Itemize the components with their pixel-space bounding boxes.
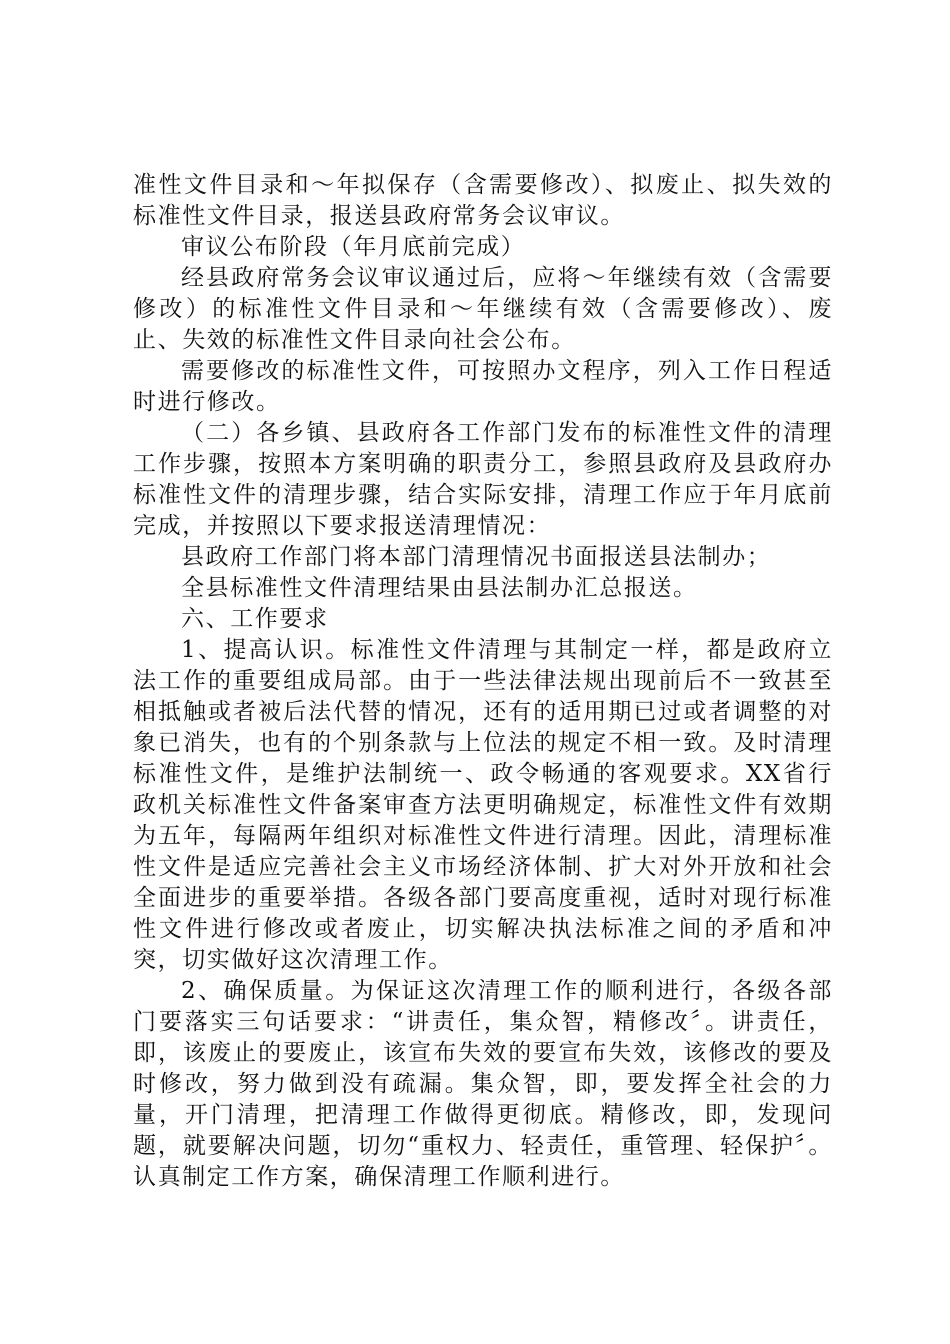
paragraph: 县政府工作部门将本部门清理情况书面报送县法制办； [181,544,772,570]
paragraph: 2、确保质量。为保证这次清理工作的顺利进行，各级各部门要落实三句话要求：“讲责任，集众智，精修改〞。讲责任，即，该废止的要废止，该宣布失效的要宣布失效，该修改的要及时修改，努力做到没有疏漏。集众智，即，要发挥全社会的力量，开门清理，把清理工作做得更彻底。精修改，即，发现问题，就要解决问题，切勿“重权力、轻责任，重管理、轻保护〞。认真制定工作方案，确保清理工作顺利进行。 [133,978,833,1190]
paragraph: 经县政府常务会议审议通过后，应将～年继续有效（含需要修改）的标准性文件目录和～年继续有效（含需要修改）、废止、失效的标准性文件目录向社会公布。 [133,265,833,353]
paragraph-continuation: 准性文件目录和～年拟保存（含需要修改）、拟废止、拟失效的标准性文件目录，报送县政府常务会议审议。 [133,172,833,229]
paragraph-stage-heading: 审议公布阶段（年月底前完成） [181,234,526,260]
paragraph: （二）各乡镇、县政府各工作部门发布的标准性文件的清理工作步骤，按照本方案明确的职责分工，参照县政府及县政府办标准性文件的清理步骤，结合实际安排，清理工作应于年月底前完成，并按照以下要求报送清理情况： [133,420,833,539]
paragraph: 1、提高认识。标准性文件清理与其制定一样，都是政府立法工作的重要组成局部。由于一些法律法规出现前后不一致甚至相抵触或者被后法代替的情况，还有的适用期已过或者调整的对象已消失，也有的个别条款与上位法的规定不相一致。及时清理标准性文件，是维护法制统一、政令畅通的客观要求。XX省行政机关标准性文件备案审查方法更明确规定，标准性文件有效期为五年，每隔两年组织对标准性文件进行清理。因此，清理标准性文件是适应完善社会主义市场经济体制、扩大对外开放和社会全面进步的重要举措。各级各部门要高度重视，适时对现行标准性文件进行修改或者废止，切实解决执法标准之间的矛盾和冲突，切实做好这次清理工作。 [133,637,833,973]
document-body [133,170,833,1193]
section-heading: 六、工作要求 [181,606,329,632]
paragraph: 全县标准性文件清理结果由县法制办汇总报送。 [181,575,698,601]
paragraph: 需要修改的标准性文件，可按照办文程序，列入工作日程适时进行修改。 [133,358,833,415]
